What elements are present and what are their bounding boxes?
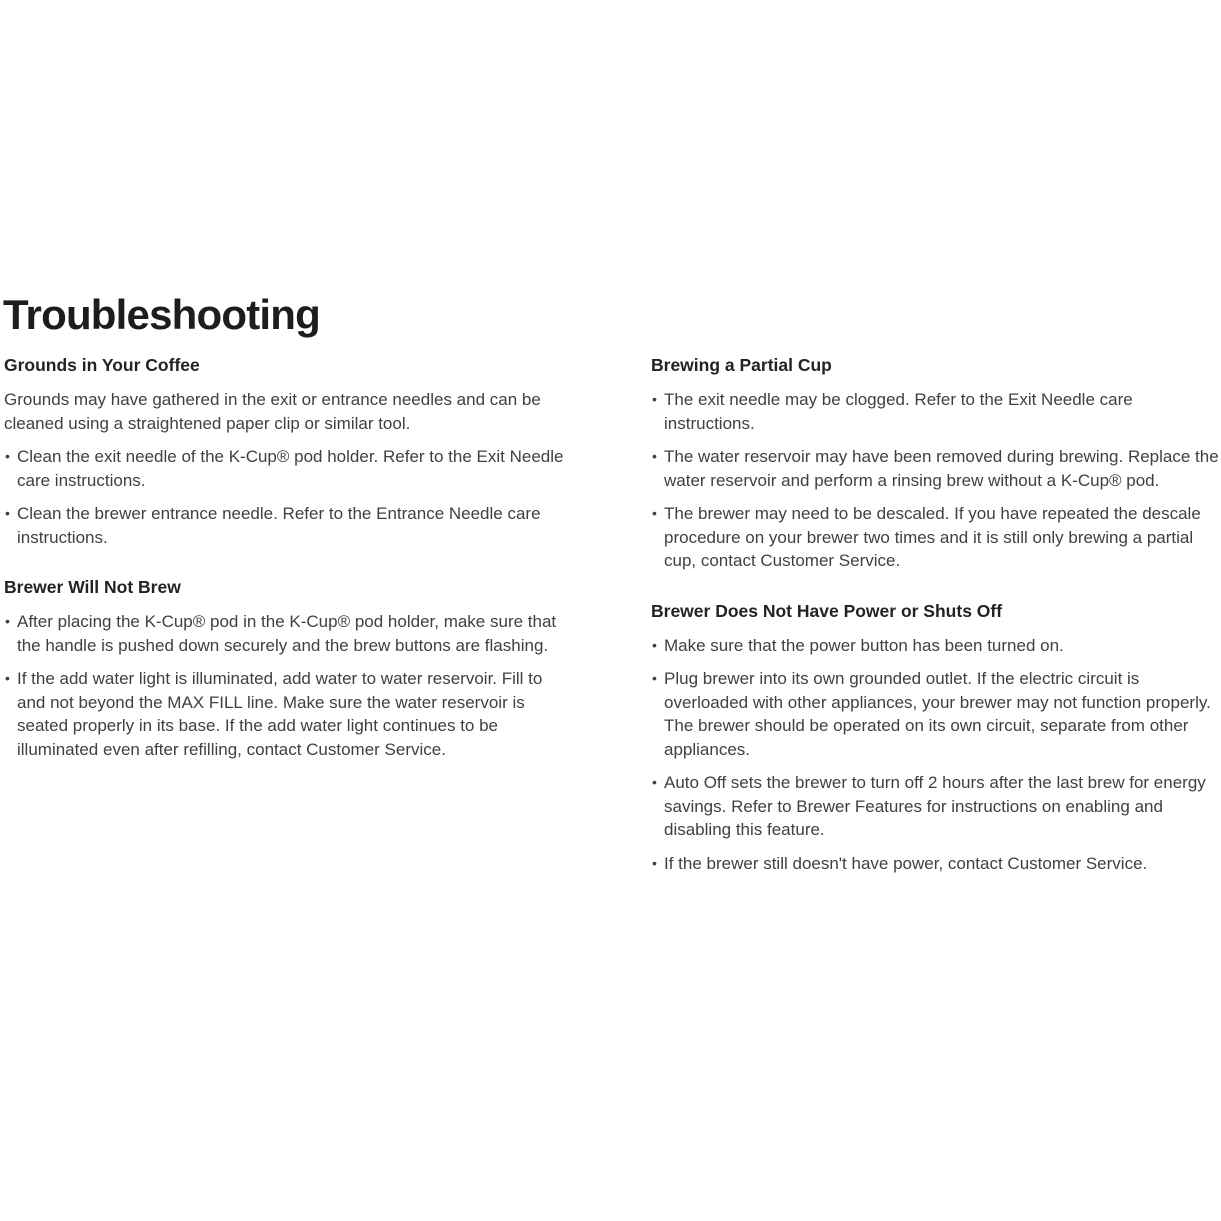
bullet-list bbox=[651, 634, 1219, 876]
bullet-item bbox=[651, 852, 1219, 876]
bullet-item bbox=[651, 634, 1219, 658]
section bbox=[4, 354, 572, 549]
section-heading: Grounds in Your Coffee bbox=[4, 355, 200, 375]
bullet-text: The water reservoir may have been removed during brewing. Replace the water reservoir and perform a rinsing brew without a K-Cup® pod. bbox=[664, 447, 1219, 490]
bullet-text: Auto Off sets the brewer to turn off 2 hours after the last brew for energy savings. Refer to Brewer Features for instructions on enabling and disabling this feature. bbox=[664, 773, 1206, 839]
bullet-item bbox=[651, 445, 1219, 492]
bullet-text: Plug brewer into its own grounded outlet. If the electric circuit is overloaded with other appliances, your brewer may not function properly. The brewer should be operated on its own circuit, separate from other appliances. bbox=[664, 669, 1211, 759]
bullet-dot: • bbox=[652, 448, 657, 464]
column-right bbox=[651, 354, 1219, 875]
bullet-text: If the add water light is illuminated, add water to water reservoir. Fill to and not beyond the MAX FILL line. Make sure the water reservoir is seated properly in its base. If the add water light continues to be illuminated even after refilling, contact Customer Service. bbox=[17, 669, 543, 759]
bullet-dot: • bbox=[5, 448, 10, 464]
column-left bbox=[4, 354, 572, 761]
bullet-list bbox=[651, 388, 1219, 573]
bullet-item bbox=[651, 771, 1219, 842]
page-title: Troubleshooting bbox=[3, 291, 320, 338]
bullet-list bbox=[4, 610, 572, 761]
bullet-text: The brewer may need to be descaled. If you have repeated the descale procedure on your brewer two times and it is still only brewing a partial cup, contact Customer Service. bbox=[664, 504, 1201, 570]
bullet-dot: • bbox=[5, 670, 10, 686]
section-heading: Brewer Does Not Have Power or Shuts Off bbox=[651, 600, 1003, 621]
bullet-dot: • bbox=[652, 505, 657, 521]
bullet-text: After placing the K-Cup® pod in the K-Cup® pod holder, make sure that the handle is pushed down securely and the brew buttons are flashing. bbox=[17, 612, 557, 655]
section-paragraph: Grounds may have gathered in the exit or entrance needles and can be cleaned using a straightened paper clip or similar tool. bbox=[4, 390, 541, 433]
bullet-item bbox=[651, 667, 1219, 761]
bullet-item bbox=[4, 610, 572, 657]
bullet-dot: • bbox=[652, 854, 657, 871]
section-heading: Brewer Will Not Brew bbox=[4, 577, 181, 597]
section bbox=[651, 354, 1219, 573]
bullet-item bbox=[4, 445, 572, 492]
bullet-item bbox=[4, 667, 572, 761]
bullet-text: If the brewer still doesn't have power, contact Customer Service. bbox=[664, 853, 1148, 873]
bullet-dot: • bbox=[652, 774, 657, 790]
bullet-item bbox=[651, 502, 1219, 573]
bullet-text: Make sure that the power button has been turned on. bbox=[664, 635, 1064, 655]
bullet-dot: • bbox=[5, 613, 10, 629]
bullet-text: Clean the brewer entrance needle. Refer to the Entrance Needle care instructions. bbox=[17, 504, 541, 547]
section bbox=[651, 600, 1219, 876]
section-heading: Brewing a Partial Cup bbox=[651, 355, 832, 375]
section bbox=[4, 576, 572, 761]
bullet-item bbox=[651, 388, 1219, 435]
bullet-dot: • bbox=[5, 505, 10, 521]
bullet-dot: • bbox=[652, 391, 657, 407]
bullet-dot: • bbox=[652, 636, 657, 653]
bullet-text: Clean the exit needle of the K-Cup® pod holder. Refer to the Exit Needle care instructions. bbox=[17, 447, 564, 490]
bullet-dot: • bbox=[652, 670, 657, 686]
bullet-list bbox=[4, 445, 572, 549]
bullet-text: The exit needle may be clogged. Refer to the Exit Needle care instructions. bbox=[664, 390, 1133, 433]
bullet-item bbox=[4, 502, 572, 549]
